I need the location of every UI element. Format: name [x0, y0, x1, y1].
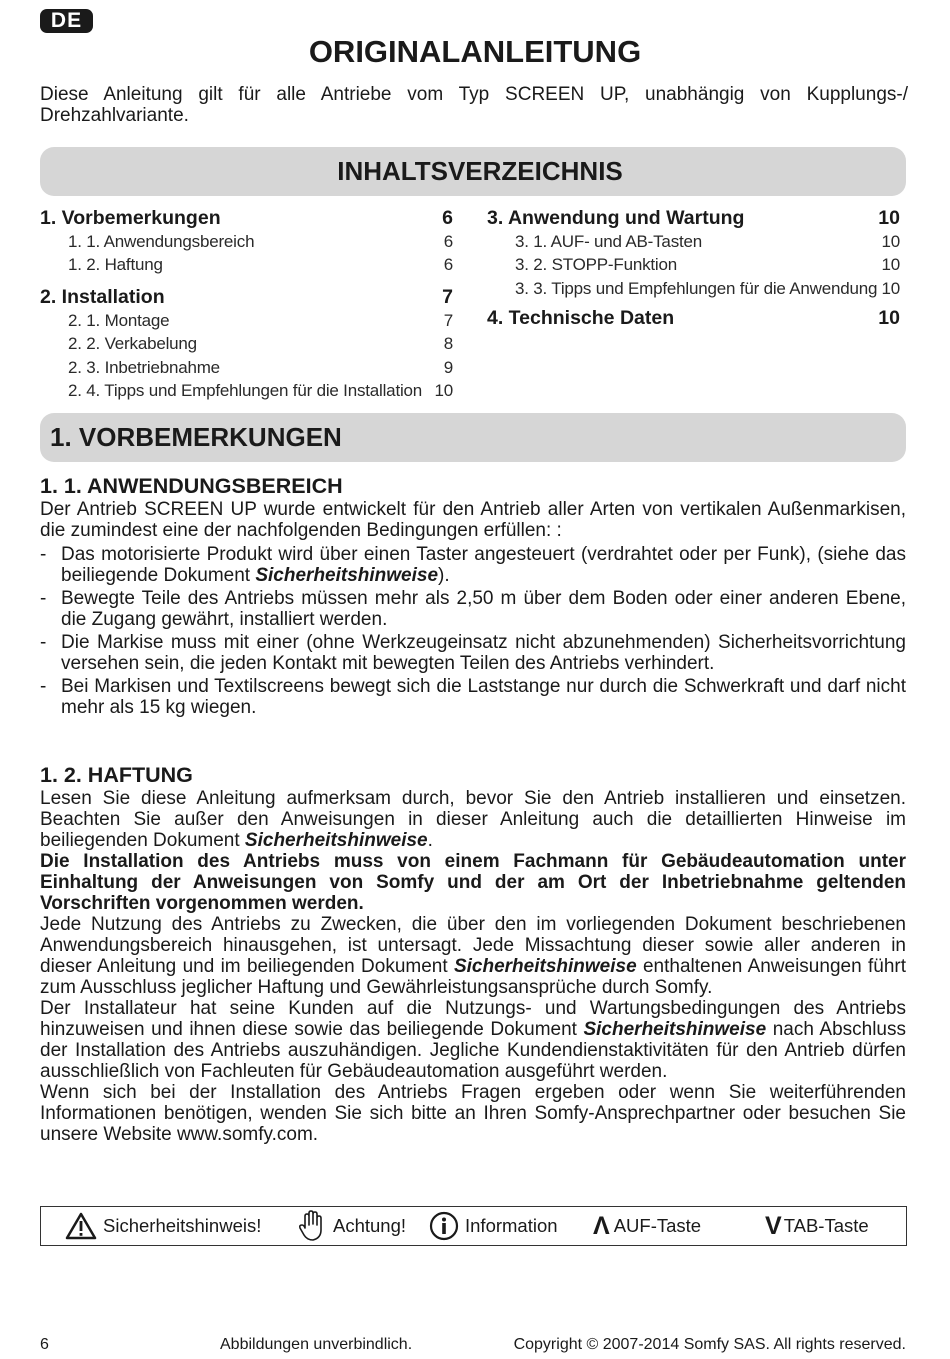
- toc-entry[interactable]: [487, 206, 900, 230]
- requirements-list: [40, 544, 906, 720]
- toc-entry-label: 2. 1. Montage: [68, 310, 170, 330]
- subsection-heading: 1. 1. ANWENDUNGSBEREICH: [40, 474, 343, 498]
- document-title: ORIGINALANLEITUNG: [308, 34, 642, 69]
- paragraph-text: Jede Nutzung des Antriebs zu Zwecken, die über den im vorliegenden Dokument beschriebenen Anwendungsbereich hinausgehen, ist untersagt. Jede Missachtung dieser sowie aller anderen in dieser Anleitung und im beiliegenden Dokument: [40, 914, 906, 977]
- toc-entry-label: 2. 2. Verkabelung: [68, 334, 197, 354]
- toc-entry-page: 7: [443, 310, 453, 330]
- liability-text: [40, 788, 906, 1145]
- installation-warning: Die Installation des Antriebs muss von einem Fachmann für Gebäudeautomation unter Einhaltung der Anweisungen von Somfy und der am Ort der Inbetriebnahme geltenden Vorschriften vorgenommen werden.: [40, 851, 906, 914]
- toc-entry-page: 10: [878, 307, 900, 330]
- toc-entry[interactable]: [40, 206, 453, 230]
- toc-entry[interactable]: [487, 253, 900, 276]
- subsection-heading: 1. 2. HAFTUNG: [40, 763, 193, 787]
- list-item-text: Bei Markisen und Textilscreens bewegt sich die Laststange nur durch die Schwerkraft und darf nicht mehr als 15 kg wiegen.: [61, 676, 906, 718]
- list-item-text: ).: [438, 565, 450, 586]
- toc-entry[interactable]: [40, 379, 453, 402]
- toc-entry-label: 3. 2. STOPP-Funktion: [515, 255, 677, 275]
- paragraph: [40, 914, 906, 998]
- paragraph-text: Lesen Sie diese Anleitung aufmerksam durch, bevor Sie den Antrieb installieren und einsetzen. Beachten Sie außer den Anweisungen in dieser Anleitung auch die detaillierten Hinweise im beiliegenden Dokument: [40, 788, 906, 851]
- legend-item: [765, 1212, 869, 1241]
- toc-entry-label: 3. Anwendung und Wartung: [487, 207, 745, 229]
- toc-entry-page: 10: [881, 255, 900, 275]
- bullet-dash: -: [40, 588, 47, 609]
- toc-heading-band: [40, 147, 906, 196]
- document-reference: Sicherheitshinweise: [453, 956, 637, 977]
- toc-entry[interactable]: [40, 285, 453, 309]
- intro-text: Diese Anleitung gilt für alle Antriebe vom Typ SCREEN UP, unabhängig von Kupplungs-/ Drehzahlvariante.: [40, 84, 908, 126]
- toc-entry-label: 3. 1. AUF- und AB-Tasten: [515, 232, 703, 251]
- toc-entry-label: 2. 3. Inbetriebnahme: [68, 357, 220, 377]
- list-item: [40, 544, 906, 586]
- toc-entry[interactable]: [40, 356, 453, 379]
- legend-item: [65, 1212, 261, 1240]
- toc-entry[interactable]: [487, 306, 900, 330]
- toc-entry-label: 1. Vorbemerkungen: [40, 207, 221, 229]
- document-reference: Sicherheitshinweise: [583, 1019, 767, 1040]
- list-item: [40, 588, 906, 630]
- list-item-text: Bewegte Teile des Antriebs müssen mehr als 2,50 m über dem Boden oder einer anderen Ebene, die Zugang gewährt, installiert werden.: [61, 588, 906, 630]
- toc-entry-page: 6: [443, 232, 453, 251]
- toc-entry-label: 4. Technische Daten: [487, 307, 675, 330]
- info-circle-icon: [429, 1211, 459, 1241]
- toc-entry[interactable]: [40, 309, 453, 332]
- list-item: [40, 632, 906, 674]
- toc-entry-page: 10: [878, 207, 900, 229]
- footer-note: Abbildungen unverbindlich.: [220, 1336, 413, 1353]
- paragraph-text: .: [427, 830, 433, 851]
- legend-label: Achtung!: [333, 1215, 407, 1236]
- legend-label: TAB-Taste: [783, 1215, 869, 1236]
- bullet-dash: -: [40, 676, 47, 697]
- toc-entry[interactable]: [40, 230, 453, 253]
- legend-item: [297, 1210, 406, 1242]
- warning-triangle-icon: [65, 1212, 97, 1240]
- legend-item: [429, 1211, 558, 1241]
- list-item-text: Die Markise muss mit einer (ohne Werkzeugeinsatz nicht abzunehmenden) Sicherheitsvorrichtung versehen sein, die jeden Kontakt mit bewegten Teilen des Antriebs verhindert.: [61, 632, 906, 674]
- toc-entry[interactable]: [40, 253, 453, 276]
- legend-label: Information: [465, 1215, 558, 1236]
- toc-entry-page: 10: [881, 278, 900, 298]
- toc-entry[interactable]: [487, 277, 900, 300]
- down-v-icon: V: [765, 1211, 782, 1240]
- page-number: 6: [40, 1336, 49, 1353]
- toc-entry-label: 2. 4. Tipps und Empfehlungen für die Installation: [68, 380, 423, 400]
- paragraph-text: nach Abschluss der Installation des Antriebs auszuhändigen. Jegliche Kundendienstaktivitäten für den Antrieb dürfen ausschließlich von Fachleuten für Gebäudeautomation ausgeführt werden.: [40, 1019, 906, 1082]
- toc-entry-page: 10: [881, 232, 900, 251]
- toc-entry-label: 1. 2. Haftung: [68, 255, 163, 275]
- paragraph-text: enthaltenen Anweisungen führt zum Ausschluss jeglicher Haftung und Gewährleistungsansprüche durch Somfy.: [40, 956, 906, 998]
- paragraph-text: Der Installateur hat seine Kunden auf die Nutzungs- und Wartungsbedingungen des Antriebs hinzuweisen und ihnen diese sowie das beiliegende Dokument: [40, 998, 906, 1040]
- language-badge: DE: [40, 9, 93, 33]
- list-item: [40, 676, 906, 718]
- copyright: Copyright © 2007-2014 Somfy SAS. All rights reserved.: [513, 1336, 906, 1353]
- scope-lead-text: Der Antrieb SCREEN UP wurde entwickelt für den Antrieb aller Arten von vertikalen Außenmarkisen, die zumindest eine der nachfolgenden Bedingungen erfüllen: :: [40, 499, 906, 541]
- legend-label: AUF-Taste: [613, 1215, 702, 1236]
- bullet-dash: -: [40, 544, 47, 565]
- legend-item: [593, 1212, 701, 1241]
- legend-label: Sicherheitshinweis!: [103, 1215, 262, 1236]
- section-heading: 1. VORBEMERKUNGEN: [50, 422, 342, 452]
- section-heading-band: [40, 413, 906, 462]
- toc-left-column: [40, 206, 453, 402]
- toc-entry-page: 8: [443, 334, 453, 354]
- bullet-dash: -: [40, 632, 47, 653]
- document-reference: Sicherheitshinweise: [255, 565, 439, 586]
- list-item-text: Das motorisierte Produkt wird über einen Taster angesteuert (verdrahtet oder per Funk), (siehe das beiliegende Dokument: [61, 544, 906, 586]
- up-chevron-icon: Λ: [593, 1211, 610, 1240]
- toc-entry[interactable]: [487, 230, 900, 253]
- toc-entry-label: 3. 3. Tipps und Empfehlungen für die Anwendung: [515, 278, 878, 298]
- toc-entry-page: 9: [443, 357, 453, 377]
- toc-entry-page: 6: [443, 255, 453, 275]
- symbol-legend: [40, 1206, 907, 1246]
- toc-entry[interactable]: [40, 332, 453, 355]
- paragraph: [40, 998, 906, 1082]
- toc-heading: INHALTSVERZEICHNIS: [337, 156, 623, 186]
- paragraph: Wenn sich bei der Installation des Antriebs Fragen ergeben oder wenn Sie weiterführenden Informationen benötigen, wenden Sie sich bitte an Ihren Somfy-Ansprechpartner oder besuchen Sie unsere Website www.somfy.com.: [40, 1082, 906, 1145]
- toc-entry-label: 1. 1. Anwendungsbereich: [68, 232, 255, 251]
- document-reference: Sicherheitshinweise: [244, 830, 428, 851]
- toc-entry-page: 7: [442, 285, 453, 308]
- toc-entry-page: 6: [442, 207, 453, 229]
- toc-right-column: [487, 206, 900, 330]
- toc-entry-label: 2. Installation: [40, 285, 165, 308]
- toc-entry-page: 10: [434, 380, 453, 400]
- hand-icon: [297, 1210, 327, 1242]
- paragraph: [40, 788, 906, 851]
